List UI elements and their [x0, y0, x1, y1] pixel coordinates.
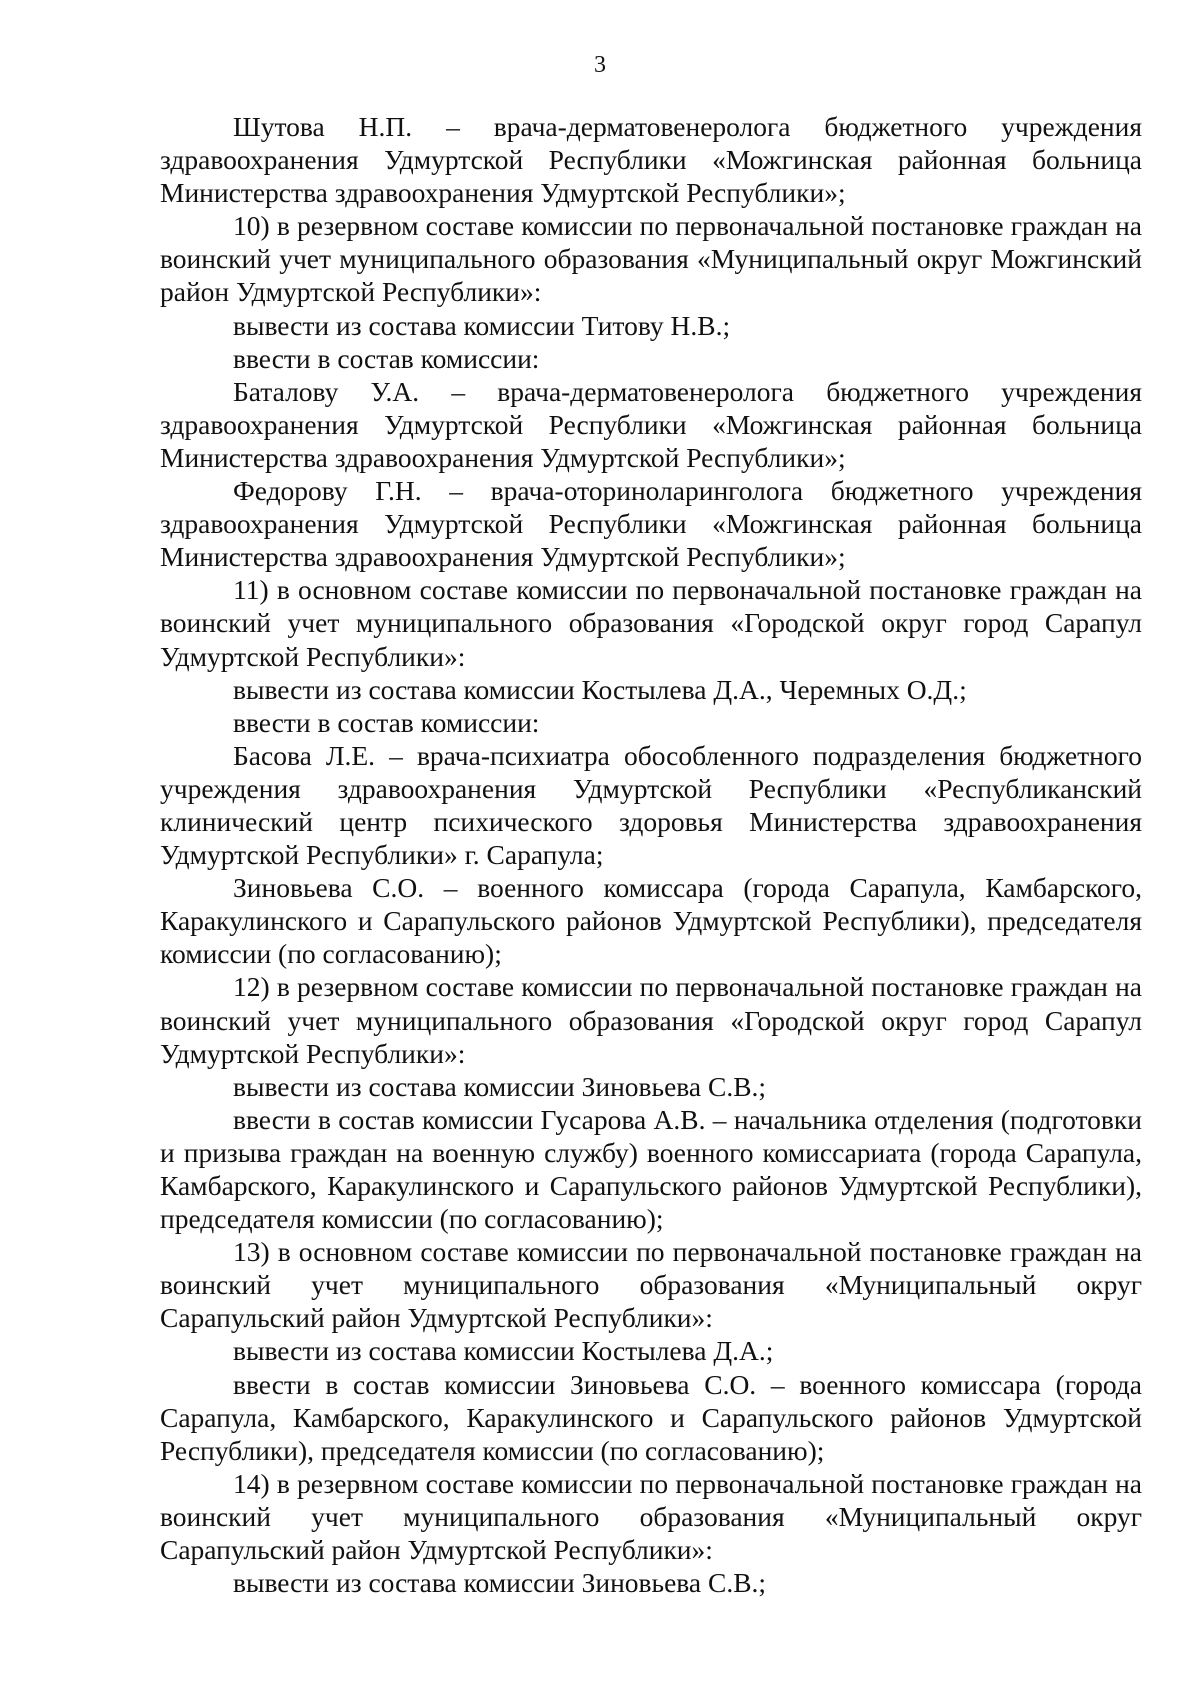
paragraph-add-gusarova: ввести в состав комиссии Гусарова А.В. – начальника отделения (подготовки и призыва граждан на военную службу) военного комиссариата (города Сарапула, Камбарского, Каракулинского и Сарапульского районов Удмуртской Республики), председателя комиссии (по согласованию); — [160, 1103, 1142, 1235]
paragraph-add-heading: ввести в состав комиссии: — [233, 342, 540, 374]
paragraph-fedorova: Федорову Г.Н. – врача-оториноларинголога бюджетного учреждения здравоохранения Удмуртской Республики «Можгинская районная больница Министерства здравоохранения Удмуртской Республики»; — [160, 475, 1142, 573]
paragraph-item-12: 12) в резервном составе комиссии по первоначальной постановке граждан на воинский учет муниципального образования «Городской округ город Сарапул Удмуртской Республики»: — [160, 971, 1142, 1069]
paragraph-item-11: 11) в основном составе комиссии по первоначальной постановке граждан на воинский учет муниципального образования «Городской округ город Сарапул Удмуртской Республики»: — [160, 574, 1142, 672]
paragraph-item-14: 14) в резервном составе комиссии по первоначальной постановке граждан на воинский учет муниципального образования «Муниципальный округ Сарапульский район Удмуртской Республики»: — [160, 1467, 1142, 1566]
paragraph-item-13: 13) в основном составе комиссии по первоначальной постановке граждан на воинский учет муниципального образования «Муниципальный округ Сарапульский район Удмуртской Республики»: — [160, 1236, 1142, 1334]
paragraph-remove-kostyleva: вывести из состава комиссии Костылева Д.А.; — [233, 1335, 774, 1367]
page-number: 3 — [594, 52, 606, 78]
paragraph-basova: Басова Л.Е. – врача-психиатра обособленного подразделения бюджетного учреждения здравоохранения Удмуртской Республики «Республиканский клинический центр психического здоровья Министерства здравоохранения Удмуртской Республики» г. Сарапула; — [160, 739, 1142, 871]
paragraph-remove-kostyleva-cheremnykh: вывести из состава комиссии Костылева Д.А., Черемных О.Д.; — [233, 673, 967, 705]
paragraph-remove-titova: вывести из состава комиссии Титову Н.В.; — [233, 309, 731, 341]
paragraph-add-heading: ввести в состав комиссии: — [233, 706, 540, 738]
paragraph-item-10: 10) в резервном составе комиссии по первоначальной постановке граждан на воинский учет муниципального образования «Муниципальный округ Можгинский район Удмуртской Республики»: — [160, 210, 1142, 308]
paragraph-shutova: Шутова Н.П. – врача-дерматовенеролога бюджетного учреждения здравоохранения Удмуртской Республики «Можгинская районная больница Министерства здравоохранения Удмуртской Республики»; — [160, 111, 1142, 209]
document-body — [160, 110, 1142, 1599]
paragraph-batalova: Баталову У.А. – врача-дерматовенеролога бюджетного учреждения здравоохранения Удмуртской Республики «Можгинская районная больница Министерства здравоохранения Удмуртской Республики»; — [160, 375, 1142, 473]
paragraph-zinovyeva-so: Зиновьева С.О. – военного комиссара (города Сарапула, Камбарского, Каракулинского и Сарапульского районов Удмуртской Республики), председателя комиссии (по согласованию); — [160, 872, 1142, 970]
paragraph-remove-zinovyeva-sv: вывести из состава комиссии Зиновьева С.В.; — [233, 1567, 767, 1599]
paragraph-add-zinovyeva-so: ввести в состав комиссии Зиновьева С.О. – военного комиссара (города Сарапула, Камбарского, Каракулинского и Сарапульского районов Удмуртской Республики), председателя комиссии (по согласованию); — [160, 1368, 1142, 1466]
paragraph-remove-zinovyeva-sv: вывести из состава комиссии Зиновьева С.В.; — [233, 1070, 767, 1102]
